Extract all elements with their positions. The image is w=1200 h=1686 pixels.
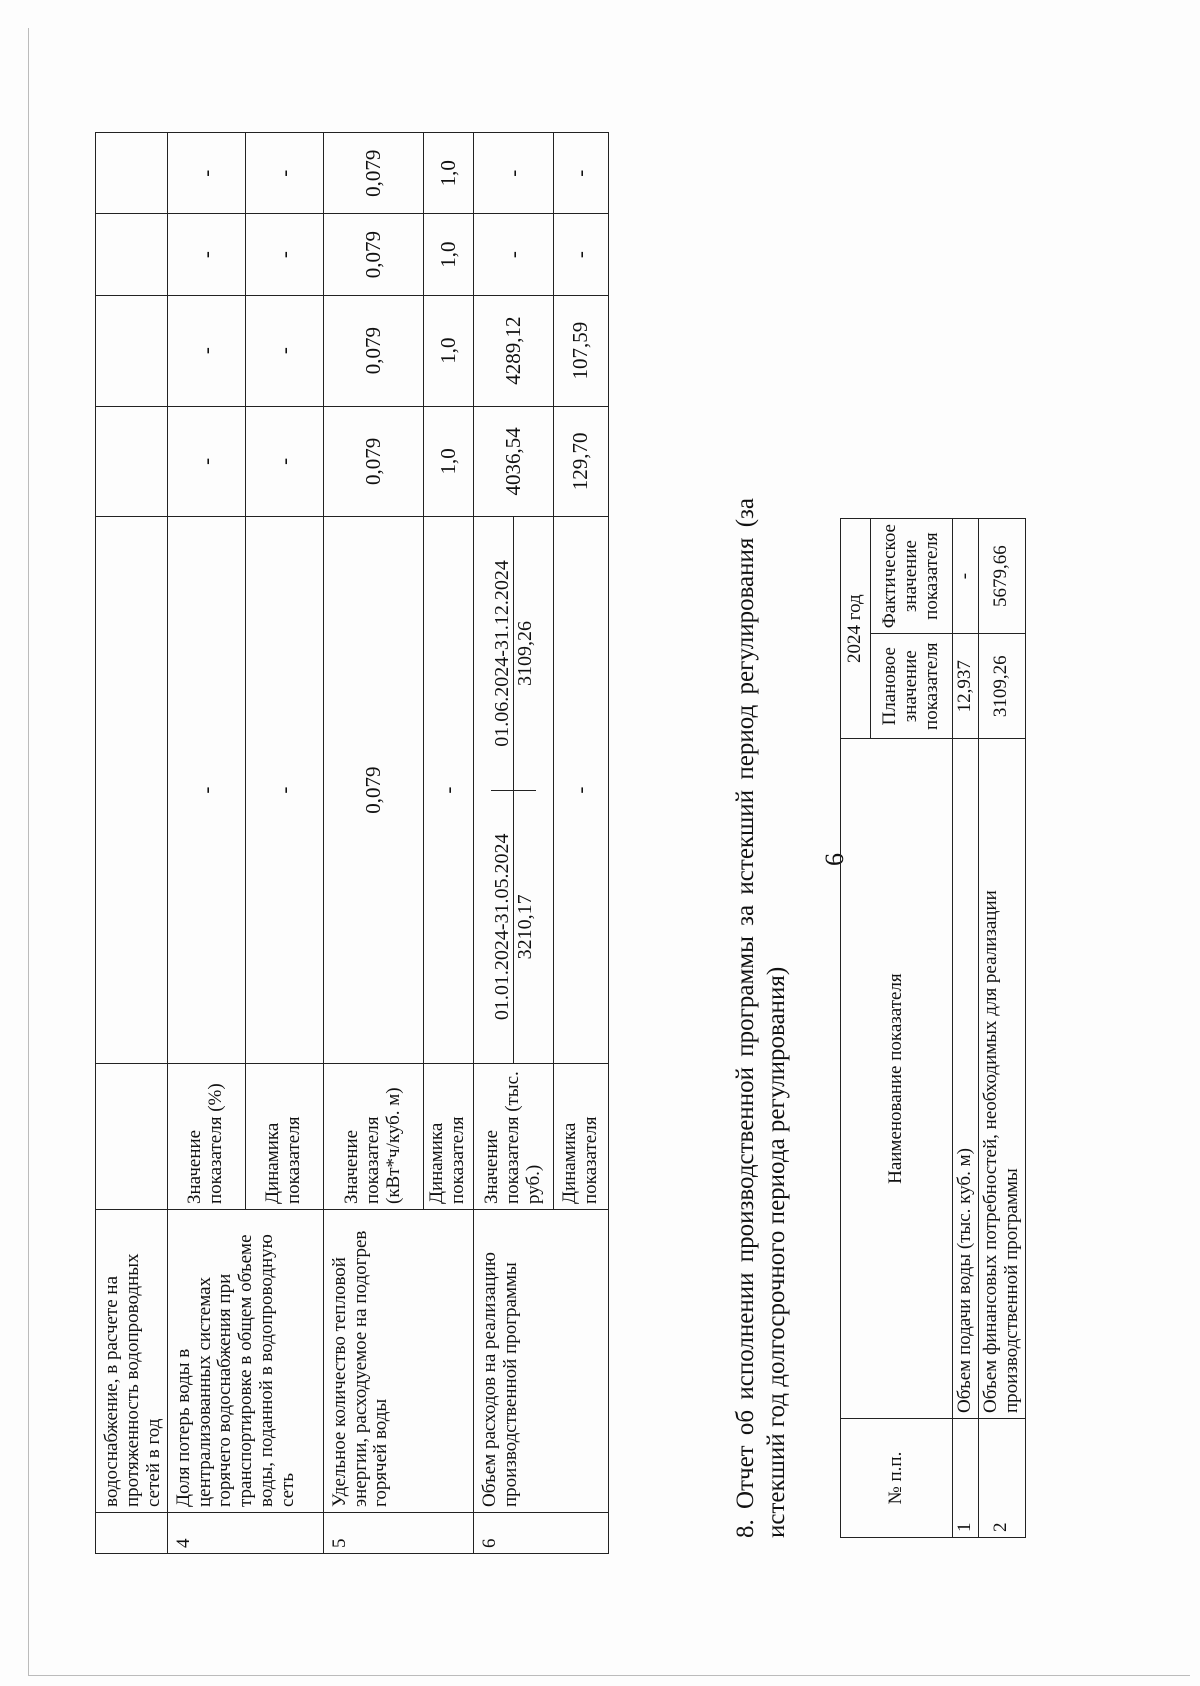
value-cell: - xyxy=(167,517,245,1064)
indicator-name: Удельное количество тепловой энергии, расходуемое на подогрев горячей воды xyxy=(323,1210,473,1513)
indicator-label: Динамика показателя xyxy=(245,1064,323,1210)
row-number: 1 xyxy=(953,1419,979,1538)
value-cell: - xyxy=(167,295,245,406)
indicator-label: Динамика показателя xyxy=(423,1064,473,1210)
value-cell: 0,079 xyxy=(323,295,423,406)
value-cell: - xyxy=(167,406,245,517)
column-header-num: № п.п. xyxy=(841,1419,953,1538)
report-table xyxy=(840,518,1026,1538)
value-cell: 1,0 xyxy=(423,133,473,214)
period-amount: 3109,26 xyxy=(513,517,536,790)
column-header-year: 2024 год xyxy=(841,519,871,739)
table-row xyxy=(978,519,1025,1538)
row-number: 5 xyxy=(323,1513,473,1554)
table-row xyxy=(473,133,553,1554)
value-cell: 0,079 xyxy=(323,517,423,1064)
indicator-label: Динамика показателя xyxy=(553,1064,608,1210)
split-period-cell xyxy=(473,517,553,1064)
period-amount: 3210,17 xyxy=(513,790,536,1063)
value-cell: 107,59 xyxy=(553,295,608,406)
value-cell: 4289,12 xyxy=(473,295,553,406)
value-cell: - xyxy=(245,133,323,214)
period-label: 01.01.2024-31.05.2024 xyxy=(491,790,514,1063)
column-header-name: Наименование показателя xyxy=(841,739,953,1419)
column-header-fact: Фактическое значение показателя xyxy=(871,519,953,634)
indicator-name: Объем расходов на реализацию производственной программы xyxy=(473,1210,608,1513)
value-cell: - xyxy=(245,214,323,295)
value-cell: 1,0 xyxy=(423,406,473,517)
value-cell: 4036,54 xyxy=(473,406,553,517)
value-cell: 0,079 xyxy=(323,406,423,517)
value-cell: - xyxy=(553,517,608,1064)
value-cell: 1,0 xyxy=(423,295,473,406)
value-cell: - xyxy=(245,406,323,517)
value-cell: 0,079 xyxy=(323,214,423,295)
indicator-label: Значение показателя (%) xyxy=(167,1064,245,1210)
table-row xyxy=(167,133,245,1554)
plan-value: 3109,26 xyxy=(978,634,1025,739)
value-cell: - xyxy=(245,517,323,1064)
value-cell: 0,079 xyxy=(323,133,423,214)
table-header-row xyxy=(841,519,871,1538)
indicator-name: Объем подачи воды (тыс. куб. м) xyxy=(953,739,979,1419)
table-row xyxy=(96,133,168,1554)
period-label: 01.06.2024-31.12.2024 xyxy=(491,517,514,790)
value-cell: 129,70 xyxy=(553,406,608,517)
value-cell: - xyxy=(473,214,553,295)
value-cell: - xyxy=(167,133,245,214)
row-number: 4 xyxy=(167,1513,323,1554)
indicator-name: Объем финансовых потребностей, необходимых для реализации производственной программы xyxy=(978,739,1025,1419)
value-cell: - xyxy=(553,133,608,214)
value-cell: - xyxy=(553,214,608,295)
fact-value: - xyxy=(953,519,979,634)
value-cell: - xyxy=(473,133,553,214)
section-8-heading: 8. Отчет об исполнении производственной программы за истекший период регулирования (за истекший год долгосрочного периода регулирования) xyxy=(732,498,791,1538)
value-cell: 1,0 xyxy=(423,214,473,295)
indicator-label: Значение показателя (кВт*ч/куб. м) xyxy=(323,1064,423,1210)
period-split-table xyxy=(491,517,536,1063)
indicator-name: водоснабжение, в расчете на протяженность водопроводных сетей в год xyxy=(96,1210,168,1513)
plan-value: 12,937 xyxy=(953,634,979,739)
table-row xyxy=(953,519,979,1538)
indicator-label: Значение показателя (тыс. руб.) xyxy=(473,1064,553,1210)
row-number: 2 xyxy=(978,1419,1025,1538)
page-number: 6 xyxy=(820,853,849,866)
value-cell: - xyxy=(245,295,323,406)
indicator-name: Доля потерь воды в централизованных системах горячего водоснабжения при транспортировке в общем объеме воды, поданной в водопроводную сеть xyxy=(167,1210,323,1513)
fact-value: 5679,66 xyxy=(978,519,1025,634)
indicators-table xyxy=(95,132,609,1554)
row-number: 6 xyxy=(473,1513,608,1554)
value-cell: - xyxy=(167,214,245,295)
column-header-plan: Плановое значение показателя xyxy=(871,634,953,739)
table-row xyxy=(323,133,423,1554)
row-number xyxy=(96,1513,168,1554)
value-cell: - xyxy=(423,517,473,1064)
